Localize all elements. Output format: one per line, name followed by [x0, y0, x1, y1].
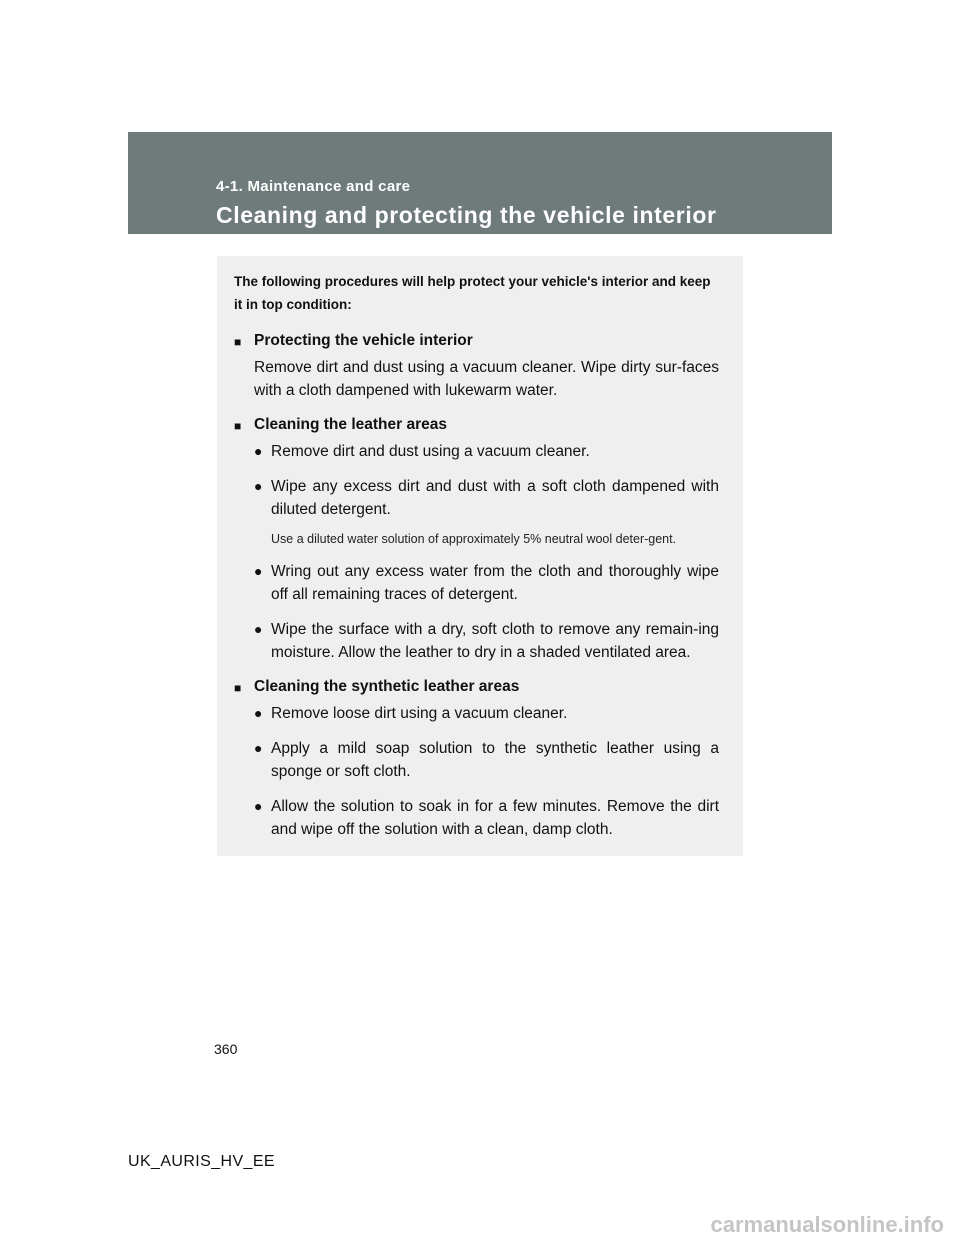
- list-item-text: Allow the solution to soak in for a few minutes. Remove the dirt and wipe off the solution with a clean, damp cloth.: [271, 798, 719, 838]
- section-heading-protecting: [234, 330, 719, 352]
- section-header-bar: [128, 132, 832, 234]
- page-number: 360: [214, 1041, 238, 1057]
- bullet-dot-icon: ●: [254, 478, 263, 494]
- list-item: [234, 702, 719, 725]
- square-icon: ■: [234, 335, 242, 349]
- bullet-dot-icon: ●: [254, 740, 263, 756]
- square-icon: ■: [234, 419, 242, 433]
- section-heading-leather: [234, 414, 719, 436]
- list-item-text: Wipe the surface with a dry, soft cloth to remove any remain-ing moisture. Allow the leather to dry in a shaded ventilated area.: [271, 621, 719, 661]
- section-heading-synthetic: [234, 676, 719, 698]
- section-heading-label: Protecting the vehicle interior: [254, 332, 473, 349]
- list-item: [234, 737, 719, 783]
- watermark: carmanualsonline.info: [710, 1212, 944, 1237]
- bullet-dot-icon: ●: [254, 443, 263, 459]
- section-body-protecting: Remove dirt and dust using a vacuum cleaner. Wipe dirty sur-faces with a cloth dampened with lukewarm water.: [254, 359, 719, 399]
- content-panel: [217, 256, 743, 856]
- list-item-text: Remove dirt and dust using a vacuum cleaner.: [271, 443, 590, 460]
- list-item: [234, 560, 719, 606]
- list-item-text: Wipe any excess dirt and dust with a soft cloth dampened with diluted detergent.: [271, 478, 719, 518]
- list-item: [234, 795, 719, 841]
- page-title: Cleaning and protecting the vehicle interior: [216, 202, 717, 228]
- note-text: Use a diluted water solution of approximately 5% neutral wool deter-gent.: [271, 532, 677, 546]
- bullet-dot-icon: ●: [254, 705, 263, 721]
- section-heading-label: Cleaning the synthetic leather areas: [254, 678, 520, 695]
- list-item-text: Apply a mild soap solution to the synthetic leather using a sponge or soft cloth.: [271, 740, 719, 780]
- section-heading-label: Cleaning the leather areas: [254, 416, 447, 433]
- bullet-dot-icon: ●: [254, 798, 263, 814]
- square-icon: ■: [234, 681, 242, 695]
- list-item-text: Remove loose dirt using a vacuum cleaner.: [271, 705, 568, 722]
- section-label: 4-1. Maintenance and care: [216, 178, 411, 195]
- list-item-text: Wring out any excess water from the cloth and thoroughly wipe off all remaining traces of detergent.: [271, 563, 719, 603]
- intro-text: The following procedures will help protect your vehicle's interior and keep it in top condition:: [234, 274, 711, 312]
- list-item: [234, 440, 719, 463]
- list-item: [234, 618, 719, 664]
- bullet-dot-icon: ●: [254, 621, 263, 637]
- bullet-dot-icon: ●: [254, 563, 263, 579]
- document-code: UK_AURIS_HV_EE: [128, 1153, 275, 1170]
- list-item: [234, 475, 719, 521]
